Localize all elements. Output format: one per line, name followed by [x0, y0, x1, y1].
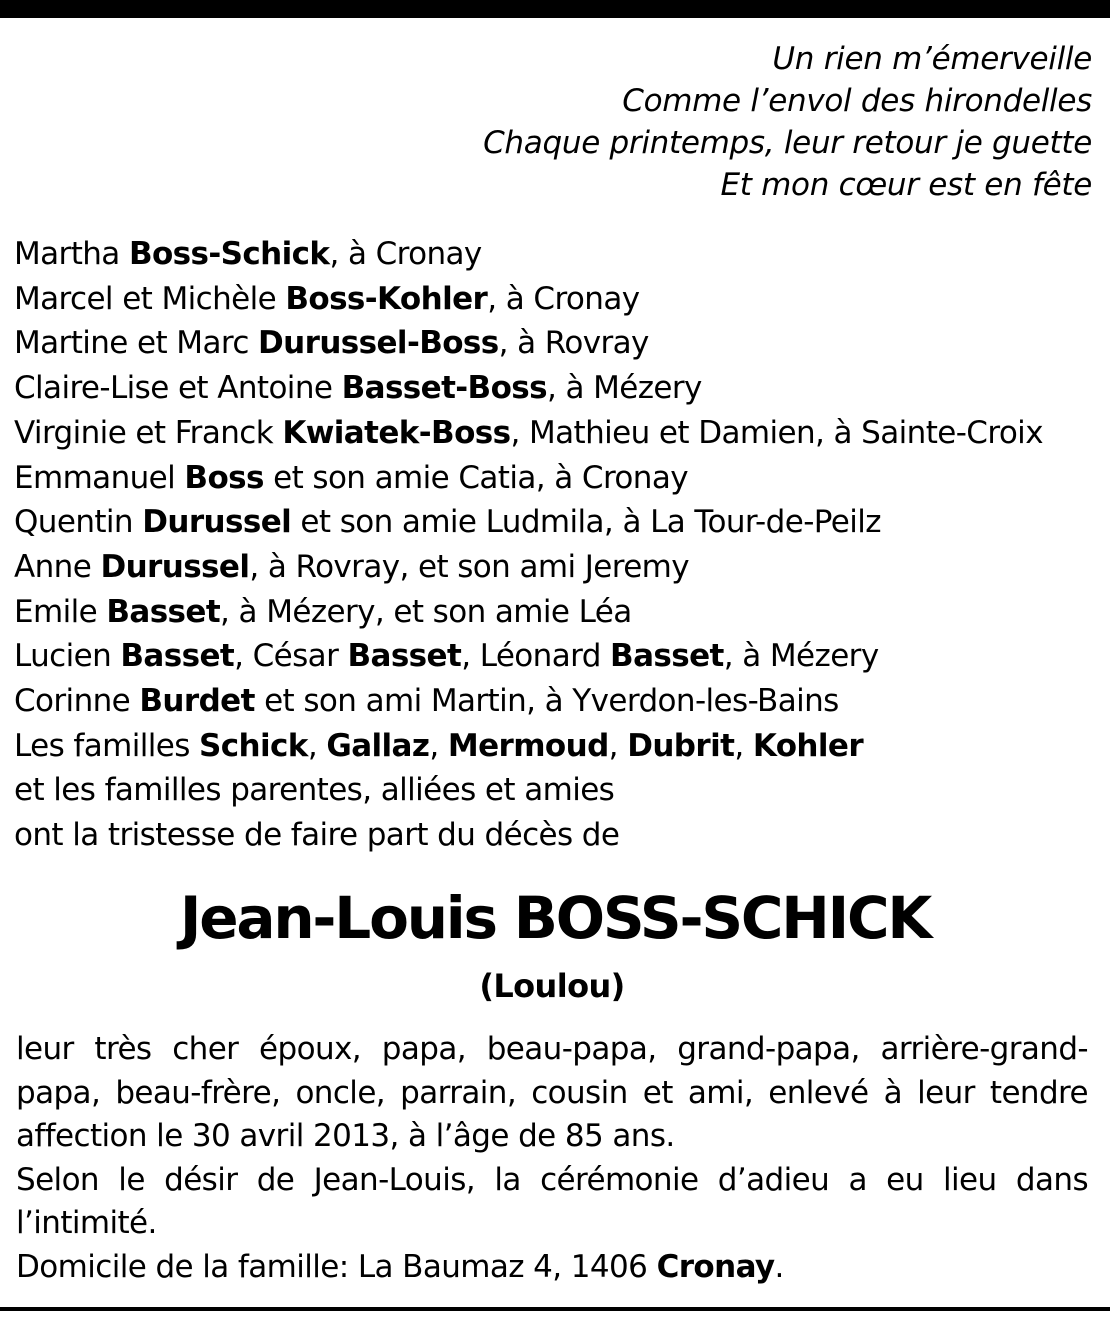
family-closing-line: et les familles parentes, alliées et amies — [14, 772, 615, 809]
family-surname: Gallaz — [326, 727, 430, 764]
family-surname: Basset — [610, 638, 724, 675]
family-surname: Basset — [106, 593, 221, 630]
domicile-line: Domicile de la famille: La Baumaz 4, 1406 Cronay. — [16, 1248, 784, 1285]
poem-line: Et mon cœur est en fête — [720, 167, 1092, 203]
family-line: Claire-Lise et Antoine Basset-Boss, à Mézery — [14, 370, 702, 407]
ceremony-paragraph: Selon le désir de Jean-Louis, la cérémonie d’adieu a eu lieu dans l’intimité. — [16, 1161, 1088, 1241]
family-surname: Schick — [199, 727, 308, 764]
family-surname: Dubrit — [627, 727, 735, 764]
family-line: Martha Boss-Schick, à Cronay — [14, 236, 482, 272]
family-list — [14, 232, 1094, 858]
family-line: Martine et Marc Durussel-Boss, à Rovray — [14, 325, 649, 362]
family-line: Corinne Burdet et son ami Martin, à Yverdon-les-Bains — [14, 683, 839, 720]
family-line: Virginie et Franck Kwiatek-Boss, Mathieu et Damien, à Sainte-Croix — [14, 414, 1043, 451]
announcement-body — [16, 1028, 1088, 1289]
poem-line: Chaque printemps, leur retour je guette — [483, 125, 1092, 161]
family-line: Lucien Basset, César Basset, Léonard Basset, à Mézery — [14, 638, 879, 675]
deceased-name: Jean-Louis BOSS-SCHICK — [179, 884, 931, 952]
family-surname: Basset-Boss — [341, 370, 547, 407]
family-surname: Mermoud — [447, 727, 609, 764]
family-surname: Boss — [184, 459, 264, 496]
family-surname: Durussel — [142, 504, 292, 541]
family-surname: Kohler — [752, 727, 864, 764]
family-surname: Basset — [120, 638, 235, 675]
poem-line: Comme l’envol des hirondelles — [622, 83, 1092, 119]
top-rule — [0, 0, 1110, 18]
family-surname: Durussel — [100, 548, 250, 585]
family-line: Les familles Schick, Gallaz, Mermoud, Dubrit, Kohler — [14, 727, 864, 764]
domicile-place: Cronay — [656, 1248, 775, 1285]
poem-line: Un rien m’émerveille — [772, 41, 1092, 77]
family-line: Emmanuel Boss et son amie Catia, à Cronay — [14, 459, 688, 496]
deceased-nickname: (Loulou) — [479, 967, 625, 1005]
family-closing-line: ont la tristesse de faire part du décès de — [14, 817, 620, 854]
family-surname: Boss-Schick — [128, 236, 330, 272]
family-surname: Basset — [347, 638, 462, 675]
family-line: Emile Basset, à Mézery, et son amie Léa — [14, 593, 632, 630]
relation-paragraph: leur très cher époux, papa, beau-papa, grand-papa, arrière-grand-papa, beau-frère, oncle, parrain, cousin et ami, enlevé à leur tendre affection le 30 avril 2013, à l’âge de 85 ans. — [16, 1031, 1088, 1154]
family-surname: Boss-Kohler — [285, 280, 488, 317]
family-line: Quentin Durussel et son amie Ludmila, à La Tour-de-Peilz — [14, 504, 881, 541]
bottom-rule — [0, 1307, 1110, 1311]
family-line: Marcel et Michèle Boss-Kohler, à Cronay — [14, 280, 640, 317]
poem-epigraph — [192, 38, 1092, 206]
family-line: Anne Durussel, à Rovray, et son ami Jeremy — [14, 548, 690, 585]
family-surname: Burdet — [139, 683, 255, 720]
family-surname: Kwiatek-Boss — [282, 414, 511, 451]
family-surname: Durussel-Boss — [258, 325, 499, 362]
